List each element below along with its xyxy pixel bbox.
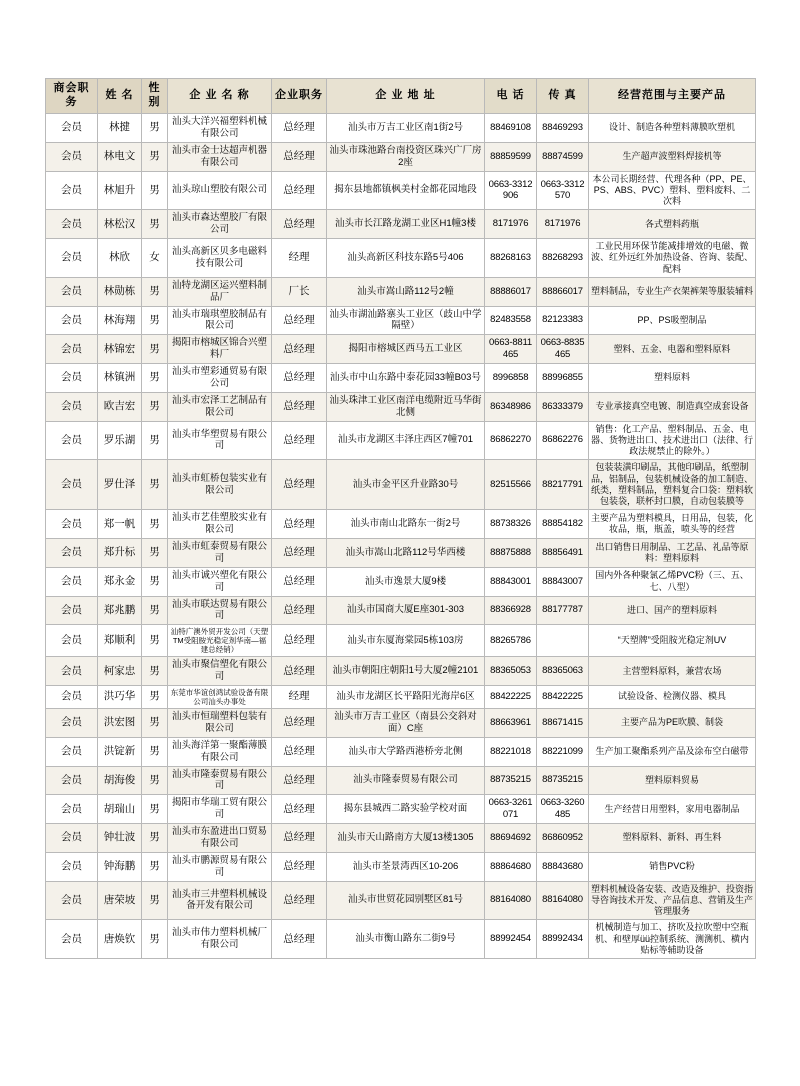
cell-fax: 88854182: [537, 510, 589, 539]
cell-phone: 88164080: [485, 881, 537, 920]
cell-phone: 88886017: [485, 277, 537, 306]
cell-phone: 88843001: [485, 567, 537, 596]
cell-company: 汕头市诚兴塑化有限公司: [168, 567, 272, 596]
cell-title: 总经理: [272, 210, 327, 239]
cell-role: 会员: [46, 364, 98, 393]
table-row: [46, 625, 756, 657]
cell-address: 汕头市长江路龙湖工业区H1幢3楼: [327, 210, 485, 239]
cell-fax: 88992434: [537, 920, 589, 959]
cell-scope: 试验设备、检测仪器、模具: [589, 686, 756, 709]
cell-company: 汕头市东盈进出口贸易有限公司: [168, 824, 272, 853]
cell-name: 胡海俊: [98, 766, 142, 795]
cell-role: 会员: [46, 920, 98, 959]
cell-scope: 销售：化工产品、塑料制品、五金、电器、货物进出口、技术进出口（法律、行政法规禁止的除外。）: [589, 421, 756, 460]
column-header-fax: 传 真: [537, 79, 589, 114]
cell-sex: 男: [142, 142, 168, 171]
cell-address: 汕头市万吉工业区南1街2号: [327, 114, 485, 143]
cell-fax: 88856491: [537, 539, 589, 568]
cell-address: 汕头市龙湖区长平路阳光海岸6区: [327, 686, 485, 709]
column-header-phone: 电 话: [485, 79, 537, 114]
cell-sex: 男: [142, 881, 168, 920]
cell-scope: 主要产品为塑料模具，日用品，包装，化妆品，瓶，瓶盖，喷头等的经营: [589, 510, 756, 539]
cell-scope: 主要产品为PE吹膜、制袋: [589, 709, 756, 738]
cell-fax: 88469293: [537, 114, 589, 143]
cell-address: 揭阳市榕城区西马五工业区: [327, 335, 485, 364]
cell-scope: 生产加工聚酯系列产品及涂布空白磁带: [589, 737, 756, 766]
table-row: [46, 460, 756, 510]
cell-role: 会员: [46, 824, 98, 853]
cell-role: 会员: [46, 709, 98, 738]
cell-role: 会员: [46, 114, 98, 143]
cell-sex: 男: [142, 795, 168, 824]
cell-phone: 86348986: [485, 392, 537, 421]
cell-scope: 销售PVC粉: [589, 852, 756, 881]
cell-fax: 88365063: [537, 657, 589, 686]
table-row: [46, 239, 756, 278]
table-row: [46, 421, 756, 460]
cell-phone: 8171976: [485, 210, 537, 239]
cell-name: 唐荣坡: [98, 881, 142, 920]
table-row: [46, 795, 756, 824]
cell-name: 胡瑞山: [98, 795, 142, 824]
cell-phone: 0663-3261071: [485, 795, 537, 824]
cell-phone: 88422225: [485, 686, 537, 709]
cell-role: 会员: [46, 686, 98, 709]
cell-sex: 女: [142, 239, 168, 278]
column-header-company: 企 业 名 称: [168, 79, 272, 114]
cell-scope: 塑料原料、新料、再生料: [589, 824, 756, 853]
cell-address: 汕头市嵩山北路112号华西楼: [327, 539, 485, 568]
cell-phone: 0663-3312906: [485, 171, 537, 210]
cell-sex: 男: [142, 210, 168, 239]
table-header: [46, 79, 756, 114]
cell-scope: “天塑牌”受阻胺光稳定剂UV: [589, 625, 756, 657]
table-row: [46, 852, 756, 881]
cell-role: 会员: [46, 766, 98, 795]
cell-role: 会员: [46, 852, 98, 881]
cell-company: 汕头市虹泰贸易有限公司: [168, 539, 272, 568]
cell-title: 总经理: [272, 567, 327, 596]
cell-scope: 本公司长期经营、代理各种（PP、PE、PS、ABS、PVC）塑料、塑料废料、二次料: [589, 171, 756, 210]
cell-name: 林松汉: [98, 210, 142, 239]
cell-title: 总经理: [272, 920, 327, 959]
cell-fax: 88735215: [537, 766, 589, 795]
cell-role: 会员: [46, 460, 98, 510]
table-body: [46, 114, 756, 959]
cell-role: 会员: [46, 277, 98, 306]
cell-sex: 男: [142, 335, 168, 364]
cell-fax: 0663-3312570: [537, 171, 589, 210]
cell-name: 林欣: [98, 239, 142, 278]
cell-company: 汕头市伟力塑料机械厂有限公司: [168, 920, 272, 959]
cell-fax: 86333379: [537, 392, 589, 421]
cell-sex: 男: [142, 364, 168, 393]
cell-scope: 专业承接真空电镀、制造真空成套设备: [589, 392, 756, 421]
cell-scope: 塑料原料贸易: [589, 766, 756, 795]
cell-title: 总经理: [272, 171, 327, 210]
cell-title: 总经理: [272, 795, 327, 824]
cell-fax: 86860952: [537, 824, 589, 853]
table-row: [46, 210, 756, 239]
table-row: [46, 881, 756, 920]
cell-title: 总经理: [272, 657, 327, 686]
cell-sex: 男: [142, 686, 168, 709]
header-row: [46, 79, 756, 114]
cell-sex: 男: [142, 510, 168, 539]
cell-title: 厂长: [272, 277, 327, 306]
cell-role: 会员: [46, 142, 98, 171]
cell-name: 洪锭新: [98, 737, 142, 766]
cell-title: 总经理: [272, 737, 327, 766]
cell-phone: 88738326: [485, 510, 537, 539]
cell-title: 总经理: [272, 392, 327, 421]
column-header-name: 姓 名: [98, 79, 142, 114]
cell-address: 汕头市中山东路中泰花园33幢B03号: [327, 364, 485, 393]
cell-company: 汕头市鹏源贸易有限公司: [168, 852, 272, 881]
cell-title: 总经理: [272, 510, 327, 539]
cell-address: 汕头市东厦海棠园5栋103房: [327, 625, 485, 657]
cell-address: 揭东县城西二路实验学校对面: [327, 795, 485, 824]
cell-title: 总经理: [272, 824, 327, 853]
cell-fax: 88177787: [537, 596, 589, 625]
cell-address: 汕头市南山北路东一街2号: [327, 510, 485, 539]
cell-scope: 生产经营日用塑料，家用电器制品: [589, 795, 756, 824]
cell-fax: 88843007: [537, 567, 589, 596]
cell-title: 总经理: [272, 881, 327, 920]
cell-fax: 82123383: [537, 306, 589, 335]
cell-name: 钟壮波: [98, 824, 142, 853]
cell-company: 汕头市华塑贸易有限公司: [168, 421, 272, 460]
table-row: [46, 142, 756, 171]
cell-fax: 88671415: [537, 709, 589, 738]
cell-address: 汕头市荃景湾西区10-206: [327, 852, 485, 881]
cell-address: 汕头市龙湖区丰泽庄西区7幢701: [327, 421, 485, 460]
cell-sex: 男: [142, 306, 168, 335]
cell-role: 会员: [46, 510, 98, 539]
cell-name: 林勋栋: [98, 277, 142, 306]
cell-role: 会员: [46, 421, 98, 460]
cell-name: 唐焕钦: [98, 920, 142, 959]
table-row: [46, 596, 756, 625]
cell-sex: 男: [142, 657, 168, 686]
cell-scope: 各式塑料药瓶: [589, 210, 756, 239]
cell-company: 汕头市恒瑞塑料包装有限公司: [168, 709, 272, 738]
cell-fax: [537, 625, 589, 657]
cell-company: 汕特广澳外贸开发公司（天塑TM受阻胺光稳定剂华南—福建总经销）: [168, 625, 272, 657]
cell-name: 郑兆鹏: [98, 596, 142, 625]
table-row: [46, 539, 756, 568]
cell-fax: 88866017: [537, 277, 589, 306]
cell-sex: 男: [142, 737, 168, 766]
cell-role: 会员: [46, 596, 98, 625]
cell-phone: 88268163: [485, 239, 537, 278]
column-header-sex: 性别: [142, 79, 168, 114]
cell-title: 经理: [272, 686, 327, 709]
cell-phone: 88663961: [485, 709, 537, 738]
cell-company: 汕头琼山塑胶有限公司: [168, 171, 272, 210]
cell-address: 汕头市嵩山路112号2幢: [327, 277, 485, 306]
cell-sex: 男: [142, 596, 168, 625]
cell-name: 欧吉宏: [98, 392, 142, 421]
table-row: [46, 277, 756, 306]
cell-title: 总经理: [272, 306, 327, 335]
cell-address: 汕头市大学路西港桥旁北侧: [327, 737, 485, 766]
cell-title: 总经理: [272, 596, 327, 625]
cell-fax: 88221099: [537, 737, 589, 766]
cell-phone: 88365053: [485, 657, 537, 686]
cell-company: 东莞市华谊创鸿试验设备有限公司汕头办事处: [168, 686, 272, 709]
cell-role: 会员: [46, 392, 98, 421]
cell-company: 汕头市宏泽工艺制品有限公司: [168, 392, 272, 421]
cell-company: 揭阳市榕城区锦合兴塑料厂: [168, 335, 272, 364]
cell-phone: 88221018: [485, 737, 537, 766]
cell-fax: 88843680: [537, 852, 589, 881]
cell-phone: 82515566: [485, 460, 537, 510]
cell-role: 会员: [46, 737, 98, 766]
cell-company: 汕头市三井塑料机械设备开发有限公司: [168, 881, 272, 920]
cell-name: 罗仕泽: [98, 460, 142, 510]
cell-name: 林旭升: [98, 171, 142, 210]
cell-company: 汕头市聚信塑化有限公司: [168, 657, 272, 686]
cell-phone: 86862270: [485, 421, 537, 460]
cell-address: 汕头市世贸花园别墅区81号: [327, 881, 485, 920]
cell-address: 汕头市湖汕路寨头工业区（歧山中学隔壁）: [327, 306, 485, 335]
cell-name: 洪宏图: [98, 709, 142, 738]
cell-title: 总经理: [272, 460, 327, 510]
cell-sex: 男: [142, 460, 168, 510]
cell-phone: 88859599: [485, 142, 537, 171]
cell-company: 汕头海洋第一聚酯薄膜有限公司: [168, 737, 272, 766]
table-row: [46, 306, 756, 335]
cell-fax: 88217791: [537, 460, 589, 510]
cell-scope: 设计、制造各种塑料薄膜吹塑机: [589, 114, 756, 143]
cell-address: 汕头市逸景大厦9楼: [327, 567, 485, 596]
cell-title: 总经理: [272, 852, 327, 881]
cell-address: 汕头市隆泰贸易有限公司: [327, 766, 485, 795]
cell-scope: 塑料原料: [589, 364, 756, 393]
cell-scope: PP、PS吸塑制品: [589, 306, 756, 335]
cell-name: 洪巧华: [98, 686, 142, 709]
cell-company: 揭阳市华瑞工贸有限公司: [168, 795, 272, 824]
cell-name: 林锦宏: [98, 335, 142, 364]
cell-role: 会员: [46, 625, 98, 657]
cell-company: 汕头市塑彩通贸易有限公司: [168, 364, 272, 393]
cell-sex: 男: [142, 277, 168, 306]
cell-scope: 包装装潢印刷品，其他印刷品，纸塑制品，铝制品，包装机械设备的加工制造、纸类，塑料制品，塑料复合口袋：塑料软包装袋，联杯封口膜，自动包装膜等: [589, 460, 756, 510]
cell-phone: 88875888: [485, 539, 537, 568]
cell-address: 汕头市国商大厦E座301-303: [327, 596, 485, 625]
cell-role: 会员: [46, 210, 98, 239]
cell-fax: 8171976: [537, 210, 589, 239]
cell-name: 郑升标: [98, 539, 142, 568]
cell-sex: 男: [142, 392, 168, 421]
table-row: [46, 657, 756, 686]
cell-company: 汕头市艺佳塑胶实业有限公司: [168, 510, 272, 539]
cell-sex: 男: [142, 852, 168, 881]
cell-sex: 男: [142, 824, 168, 853]
cell-scope: 国内外各种聚氯乙烯PVC粉（三、五、七、八型）: [589, 567, 756, 596]
cell-scope: 生产超声波塑料焊接机等: [589, 142, 756, 171]
cell-title: 总经理: [272, 709, 327, 738]
cell-name: 钟海鹏: [98, 852, 142, 881]
cell-title: 总经理: [272, 335, 327, 364]
cell-sex: 男: [142, 114, 168, 143]
cell-scope: 塑料、五金、电器和塑料原料: [589, 335, 756, 364]
table-row: [46, 510, 756, 539]
cell-sex: 男: [142, 625, 168, 657]
cell-title: 总经理: [272, 142, 327, 171]
cell-address: 汕头市珠池路台南投资区珠兴广厂房2座: [327, 142, 485, 171]
cell-name: 罗乐湖: [98, 421, 142, 460]
cell-address: 汕头市天山路南方大厦13楼1305: [327, 824, 485, 853]
table-row: [46, 824, 756, 853]
cell-company: 汕头市虹桥包装实业有限公司: [168, 460, 272, 510]
table-row: [46, 335, 756, 364]
cell-role: 会员: [46, 881, 98, 920]
cell-address: 汕头高新区科技东路5号406: [327, 239, 485, 278]
cell-name: 林镇洲: [98, 364, 142, 393]
table-row: [46, 686, 756, 709]
cell-role: 会员: [46, 239, 98, 278]
cell-fax: 0663-3260485: [537, 795, 589, 824]
column-header-role: 商会职务: [46, 79, 98, 114]
cell-address: 汕头珠津工业区南洋电缆附近马华街北侧: [327, 392, 485, 421]
cell-name: 林海翔: [98, 306, 142, 335]
cell-sex: 男: [142, 539, 168, 568]
cell-scope: 主营塑料原料，兼营农场: [589, 657, 756, 686]
cell-role: 会员: [46, 539, 98, 568]
table-row: [46, 114, 756, 143]
cell-role: 会员: [46, 335, 98, 364]
cell-sex: 男: [142, 171, 168, 210]
cell-phone: 88992454: [485, 920, 537, 959]
cell-sex: 男: [142, 567, 168, 596]
cell-phone: 88469108: [485, 114, 537, 143]
table-row: [46, 920, 756, 959]
cell-phone: 0663-8811465: [485, 335, 537, 364]
cell-name: 郑顺利: [98, 625, 142, 657]
cell-address: 汕头市万吉工业区（南县公交斜对面）C座: [327, 709, 485, 738]
cell-company: 汕头市隆泰贸易有限公司: [168, 766, 272, 795]
cell-title: 总经理: [272, 421, 327, 460]
table-row: [46, 171, 756, 210]
cell-role: 会员: [46, 567, 98, 596]
cell-address: 汕头市衡山路东二街9号: [327, 920, 485, 959]
table-row: [46, 766, 756, 795]
cell-fax: 86862276: [537, 421, 589, 460]
cell-name: 林揵: [98, 114, 142, 143]
cell-scope: 进口、国产的塑料原料: [589, 596, 756, 625]
column-header-address: 企 业 地 址: [327, 79, 485, 114]
cell-company: 汕特龙湖区运兴塑料制品厂: [168, 277, 272, 306]
cell-address: 汕头市金平区升业路30号: [327, 460, 485, 510]
column-header-scope: 经营范围与主要产品: [589, 79, 756, 114]
cell-phone: 88735215: [485, 766, 537, 795]
cell-name: 郑永金: [98, 567, 142, 596]
cell-phone: 82483558: [485, 306, 537, 335]
cell-sex: 男: [142, 766, 168, 795]
cell-company: 汕头市金士达超声机器有限公司: [168, 142, 272, 171]
cell-title: 经理: [272, 239, 327, 278]
cell-phone: 88265786: [485, 625, 537, 657]
cell-phone: 88864680: [485, 852, 537, 881]
cell-company: 汕头大洋兴福塑料机械有限公司: [168, 114, 272, 143]
table-row: [46, 567, 756, 596]
cell-role: 会员: [46, 306, 98, 335]
cell-fax: 88996855: [537, 364, 589, 393]
cell-title: 总经理: [272, 766, 327, 795]
cell-scope: 出口销售日用制品、工艺品、礼品等原料：塑料原料: [589, 539, 756, 568]
cell-phone: 88694692: [485, 824, 537, 853]
cell-name: 柯家忠: [98, 657, 142, 686]
table-row: [46, 364, 756, 393]
cell-role: 会员: [46, 657, 98, 686]
cell-fax: 88164080: [537, 881, 589, 920]
cell-name: 林电文: [98, 142, 142, 171]
cell-scope: 塑料机械设备安装、改造及维护、投资指导咨询技术开发、产品信息、营销及生产管理服务: [589, 881, 756, 920]
cell-fax: 88874599: [537, 142, 589, 171]
column-header-title: 企业职务: [272, 79, 327, 114]
cell-title: 总经理: [272, 364, 327, 393]
cell-scope: 工业民用环保节能减排增效的电磁、微波、红外远红外加热设备、咨询、装配、配料: [589, 239, 756, 278]
table-row: [46, 392, 756, 421]
cell-role: 会员: [46, 171, 98, 210]
cell-role: 会员: [46, 795, 98, 824]
cell-title: 总经理: [272, 114, 327, 143]
cell-fax: 0663-8835465: [537, 335, 589, 364]
cell-sex: 男: [142, 421, 168, 460]
table-row: [46, 737, 756, 766]
cell-sex: 男: [142, 709, 168, 738]
cell-sex: 男: [142, 920, 168, 959]
cell-phone: 8996858: [485, 364, 537, 393]
cell-fax: 88268293: [537, 239, 589, 278]
cell-fax: 88422225: [537, 686, 589, 709]
cell-scope: 塑料制品，专业生产衣架裤架等服装辅料: [589, 277, 756, 306]
table-row: [46, 709, 756, 738]
cell-address: 揭东县地都镇枫美村金都花园地段: [327, 171, 485, 210]
cell-company: 汕头市森达塑胶厂有限公司: [168, 210, 272, 239]
cell-address: 汕头市朝阳庄朝阳1号大厦2幢2101: [327, 657, 485, 686]
cell-company: 汕头市瑞琪塑胶制品有限公司: [168, 306, 272, 335]
cell-company: 汕头高新区贝多电磁料技有限公司: [168, 239, 272, 278]
cell-company: 汕头市联达贸易有限公司: [168, 596, 272, 625]
cell-title: 总经理: [272, 539, 327, 568]
member-directory-table: [45, 78, 756, 959]
cell-scope: 机械制造与加工、挤吹及拉吹塑中空瓶机、和壁厚üü控制系统、测测机、横内贴标等辅助设备: [589, 920, 756, 959]
cell-name: 郑一帆: [98, 510, 142, 539]
cell-title: 总经理: [272, 625, 327, 657]
cell-phone: 88366928: [485, 596, 537, 625]
